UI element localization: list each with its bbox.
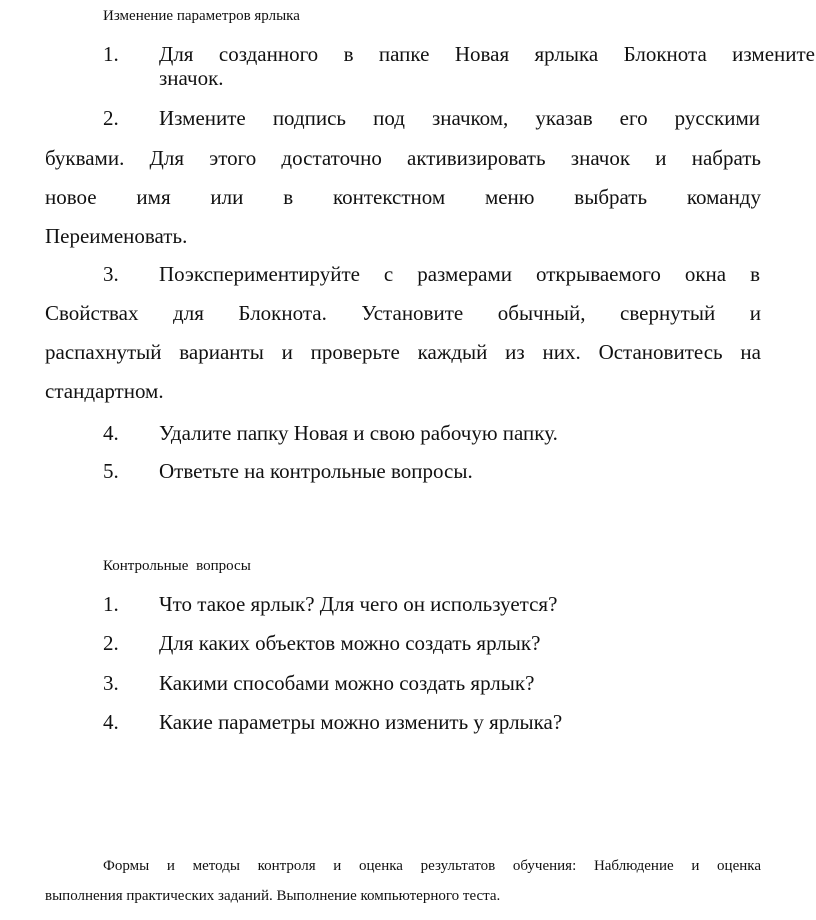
questions-title: Контрольные вопросы xyxy=(103,558,251,574)
task-1-number: 1. xyxy=(103,42,119,66)
footer-line-1: Формы и методы контроля и оценка результатов обучения: Наблюдение и оценка xyxy=(103,858,761,874)
section-title: Изменение параметров ярлыка xyxy=(103,8,300,24)
question-3-number: 3. xyxy=(103,671,119,695)
task-3-number: 3. xyxy=(103,262,119,286)
question-1-number: 1. xyxy=(103,592,119,616)
question-4-text: Какие параметры можно изменить у ярлыка? xyxy=(159,710,563,734)
task-3-line-2: Свойствах для Блокнота. Установите обычный, свернутый и xyxy=(45,301,761,325)
task-2-line-2: буквами. Для этого достаточно активизировать значок и набрать xyxy=(45,146,761,170)
question-1-text: Что такое ярлык? Для чего он используется? xyxy=(159,592,558,616)
task-3-line-1: Поэкспериментируйте с размерами открываемого окна в xyxy=(159,262,760,286)
task-1-line-2: значок. xyxy=(159,66,224,90)
footer-line-2: выполнения практических заданий. Выполнение компьютерного теста. xyxy=(45,888,501,904)
task-1-line-1-text: Для созданного в папке Новая ярлыка Блокнота измените xyxy=(159,42,815,66)
task-2-line-3: новое имя или в контекстном меню выбрать команду xyxy=(45,185,761,209)
task-2-line-4: Переименовать. xyxy=(45,224,188,248)
question-2-text: Для каких объектов можно создать ярлык? xyxy=(159,631,541,655)
task-4-line-1: Удалите папку Новая и свою рабочую папку. xyxy=(159,421,558,445)
task-3-line-3: распахнутый варианты и проверьте каждый из них. Остановитесь на xyxy=(45,340,761,364)
task-5-number: 5. xyxy=(103,459,119,483)
task-5-line-1: Ответьте на контрольные вопросы. xyxy=(159,459,473,483)
task-2-line-1: Измените подпись под значком, указав его русскими xyxy=(159,106,760,130)
question-3-text: Какими способами можно создать ярлык? xyxy=(159,671,535,695)
task-3-line-4: стандартном. xyxy=(45,379,164,403)
task-1-line-1 xyxy=(159,40,815,68)
question-4-number: 4. xyxy=(103,710,119,734)
task-4-number: 4. xyxy=(103,421,119,445)
task-2-number: 2. xyxy=(103,106,119,130)
question-2-number: 2. xyxy=(103,631,119,655)
